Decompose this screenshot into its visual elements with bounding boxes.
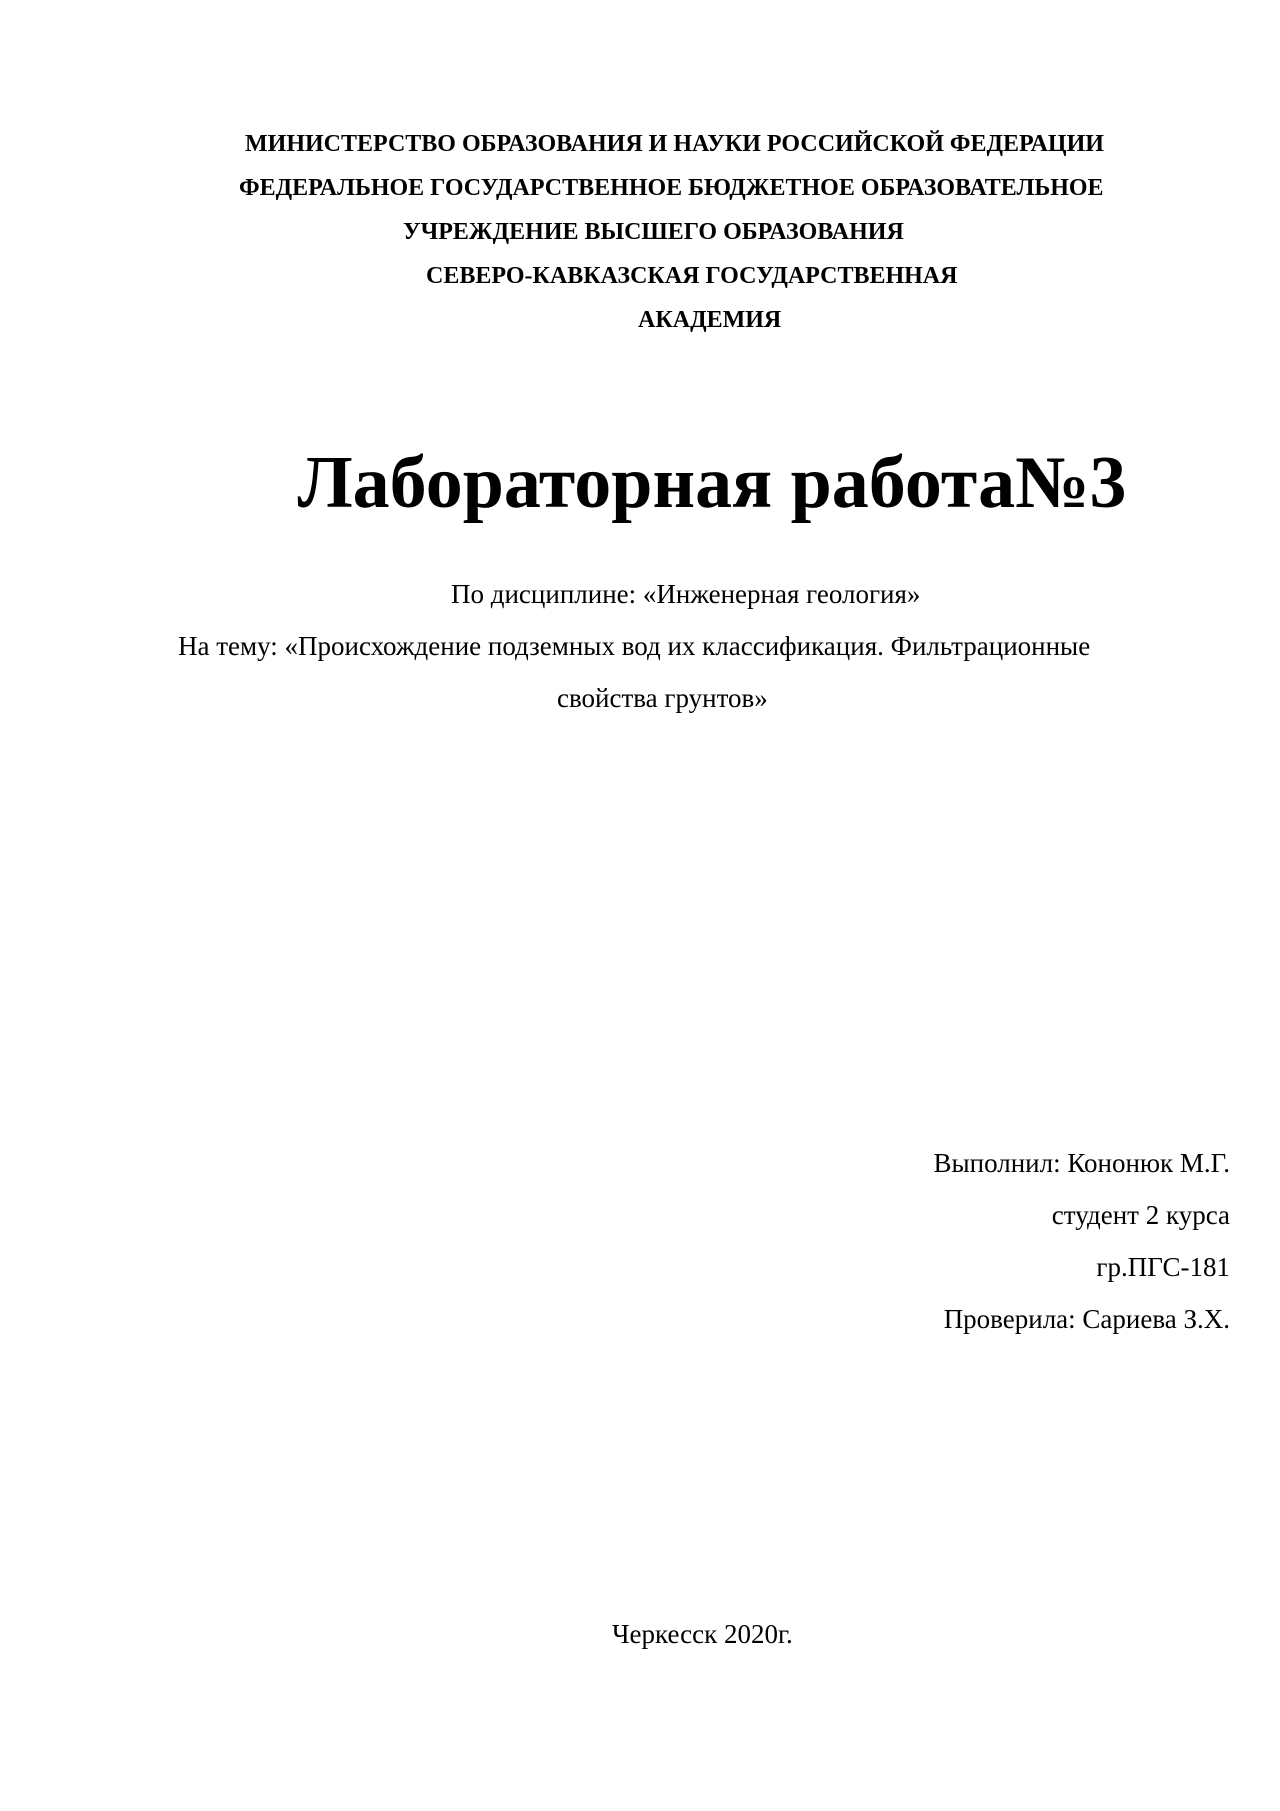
institution-header <box>0 122 1280 342</box>
author-block <box>630 1137 1230 1345</box>
discipline-line: По дисциплине: «Инженерная геология» <box>451 579 921 609</box>
checked-by: Проверила: Сариева З.Х. <box>943 1304 1230 1334</box>
subject-block <box>0 568 1280 724</box>
student-group: гр.ПГС-181 <box>1096 1252 1230 1282</box>
topic-line-2: свойства грунтов» <box>557 683 768 713</box>
student-course: студент 2 курса <box>1051 1200 1230 1230</box>
city-year: Черкесск 2020г. <box>612 1619 793 1649</box>
performed-by: Выполнил: Кононюк М.Г. <box>933 1148 1230 1178</box>
header-line-academy-name: СЕВЕРО-КАВКАЗСКАЯ ГОСУДАРСТВЕННАЯ <box>426 263 958 289</box>
document-title: Лабораторная работа№3 <box>297 442 1127 524</box>
header-line-academy: АКАДЕМИЯ <box>638 307 782 333</box>
topic-line-1: На тему: «Происхождение подземных вод их классификация. Фильтрационные <box>178 631 1091 661</box>
header-line-ministry: МИНИСТЕРСТВО ОБРАЗОВАНИЯ И НАУКИ РОССИЙСКОЙ ФЕДЕРАЦИИ <box>245 131 1104 157</box>
header-line-federal: ФЕДЕРАЛЬНОЕ ГОСУДАРСТВЕННОЕ БЮДЖЕТНОЕ ОБРАЗОВАТЕЛЬНОЕ <box>239 175 1104 201</box>
header-line-institution: УЧРЕЖДЕНИЕ ВЫСШЕГО ОБРАЗОВАНИЯ <box>403 219 904 245</box>
